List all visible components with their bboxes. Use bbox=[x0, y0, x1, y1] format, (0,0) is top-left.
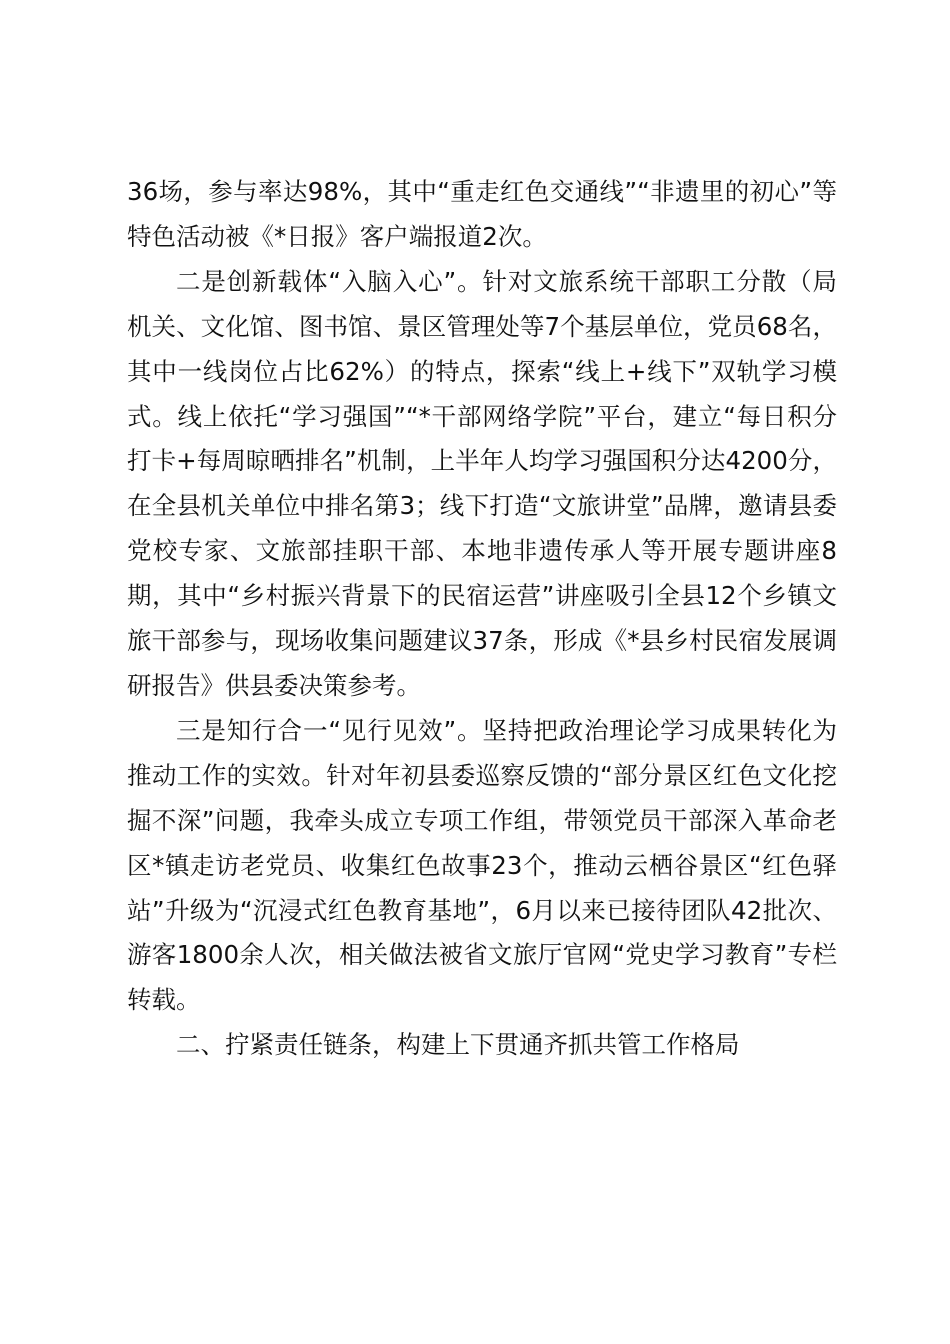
paragraph-knowledge-action: 三是知行合一“见行见效”。坚持把政治理论学习成果转化为推动工作的实效。针对年初县委巡察反馈的“部分景区红色文化挖掘不深”问题，我牵头成立专项工作组，带领党员干部深入革命老区*镇走访老党员、收集红色故事23个，推动云栖谷景区“红色驿站”升级为“沉浸式红色教育基地”，6月以来已接待团队42批次、游客1800余人次，相关做法被省文旅厅官网“党史学习教育”专栏转载。 bbox=[127, 715, 837, 1015]
paragraph-innovation-carrier: 二是创新载体“入脑入心”。针对文旅系统干部职工分散（局机关、文化馆、图书馆、景区管理处等7个基层单位，党员68名，其中一线岗位占比62%）的特点，探索“线上+线下”双轨学习模式。线上依托“学习强国”“*干部网络学院”平台，建立“每日积分打卡+每周晾晒排名”机制，上半年人均学习强国积分达4200分，在全县机关单位中排名第3；线下打造“文旅讲堂”品牌，邀请县委党校专家、文旅部挂职干部、本地非遗传承人等开展专题讲座8期，其中“乡村振兴背景下的民宿运营”讲座吸引全县12个乡镇文旅干部参与，现场收集问题建议37条，形成《*县乡村民宿发展调研报告》供县委决策参考。 bbox=[127, 266, 837, 700]
section-heading: 二、拧紧责任链条，构建上下贯通齐抓共管工作格局 bbox=[176, 1030, 740, 1060]
document-page bbox=[127, 170, 837, 1068]
paragraph-continuation: 36场，参与率达98%，其中“重走红色交通线”“非遗里的初心”等特色活动被《*日报》客户端报道2次。 bbox=[127, 177, 837, 251]
